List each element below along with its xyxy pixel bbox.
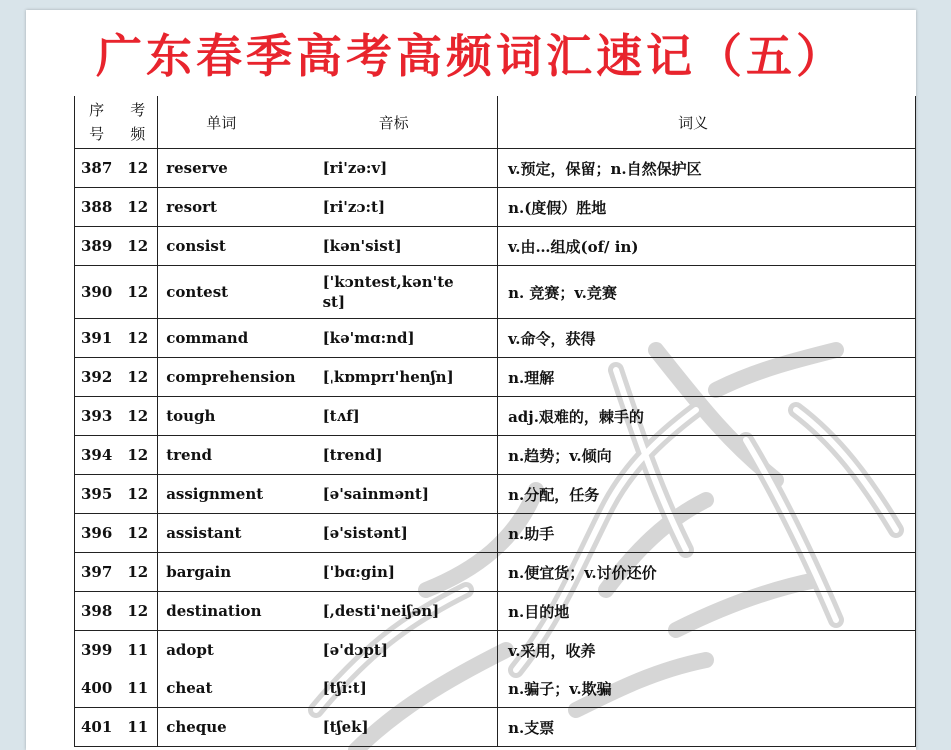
row-frequency: 11 <box>118 631 157 670</box>
row-phonetic: [ri'zə:v] <box>323 149 498 188</box>
table-row <box>75 669 916 708</box>
row-frequency: 12 <box>118 319 157 358</box>
row-word: cheat <box>158 669 323 708</box>
row-meaning: n.助手 <box>498 514 916 553</box>
row-word: comprehension <box>158 358 323 397</box>
row-meaning: v.采用，收养 <box>498 631 916 670</box>
row-word: adopt <box>158 631 323 670</box>
table-row <box>75 553 916 592</box>
vocabulary-table <box>74 96 916 747</box>
row-frequency: 12 <box>118 592 157 631</box>
row-word: destination <box>158 592 323 631</box>
table-header-row <box>75 96 916 149</box>
row-frequency: 12 <box>118 553 157 592</box>
row-meaning: n. 竞赛；v.竞赛 <box>498 266 916 319</box>
row-number: 401 <box>75 708 119 747</box>
row-phonetic: ['bɑ:gin] <box>323 553 498 592</box>
document-page <box>26 10 916 750</box>
row-frequency: 12 <box>118 436 157 475</box>
row-meaning: n.分配，任务 <box>498 475 916 514</box>
row-meaning: v.预定，保留；n.自然保护区 <box>498 149 916 188</box>
row-meaning: v.由…组成(of/ in) <box>498 227 916 266</box>
row-frequency: 12 <box>118 475 157 514</box>
row-meaning: n.目的地 <box>498 592 916 631</box>
row-word: command <box>158 319 323 358</box>
row-frequency: 11 <box>118 669 157 708</box>
row-number: 398 <box>75 592 119 631</box>
row-word: reserve <box>158 149 323 188</box>
page-title: 广东春季高考高频词汇速记（五） <box>96 29 846 83</box>
row-word: trend <box>158 436 323 475</box>
row-phonetic: [kə'mɑ:nd] <box>323 319 498 358</box>
row-phonetic: ['kɔntest,kən'test] <box>322 273 454 311</box>
row-number: 400 <box>75 669 119 708</box>
row-meaning: adj.艰难的，棘手的 <box>498 397 916 436</box>
table-row <box>75 358 916 397</box>
row-phonetic: [ri'zɔ:t] <box>323 188 498 227</box>
header-meaning: 词义 <box>498 96 916 149</box>
row-number: 388 <box>75 188 119 227</box>
row-meaning: n.支票 <box>498 708 916 747</box>
row-word: contest <box>158 266 323 319</box>
row-phonetic: [trend] <box>323 436 498 475</box>
row-frequency: 12 <box>118 514 157 553</box>
table-row <box>75 631 916 670</box>
row-word: assignment <box>158 475 323 514</box>
header-phonetic: 音标 <box>323 96 498 149</box>
row-number: 399 <box>75 631 119 670</box>
row-number: 396 <box>75 514 119 553</box>
row-phonetic: [,desti'neiʃən] <box>323 592 498 631</box>
row-word: resort <box>158 188 323 227</box>
row-meaning: n.理解 <box>498 358 916 397</box>
row-number: 389 <box>75 227 119 266</box>
row-frequency: 12 <box>118 149 157 188</box>
row-frequency: 12 <box>118 188 157 227</box>
table-row <box>75 436 916 475</box>
row-number: 395 <box>75 475 119 514</box>
table-row <box>75 319 916 358</box>
row-phonetic: [tʃek] <box>323 708 498 747</box>
row-phonetic: [tʃi:t] <box>323 669 498 708</box>
table-row <box>75 227 916 266</box>
row-phonetic: [ə'sistənt] <box>323 514 498 553</box>
row-frequency: 12 <box>118 266 157 319</box>
row-number: 393 <box>75 397 119 436</box>
table-row <box>75 266 916 319</box>
table-row <box>75 188 916 227</box>
row-number: 390 <box>75 266 119 319</box>
row-number: 392 <box>75 358 119 397</box>
row-word: consist <box>158 227 323 266</box>
row-number: 387 <box>75 149 119 188</box>
row-frequency: 11 <box>118 708 157 747</box>
header-word: 单词 <box>158 96 323 149</box>
table-row <box>75 397 916 436</box>
table-row <box>75 514 916 553</box>
table-row <box>75 475 916 514</box>
header-number: 序 号 <box>75 96 119 149</box>
row-phonetic: [ə'dɔpt] <box>323 631 498 670</box>
header-frequency: 考 频 <box>118 96 157 149</box>
row-phonetic: [kən'sist] <box>323 227 498 266</box>
row-frequency: 12 <box>118 227 157 266</box>
row-phonetic: [ə'sainmənt] <box>323 475 498 514</box>
row-word: assistant <box>158 514 323 553</box>
row-meaning: n.趋势；v.倾向 <box>498 436 916 475</box>
row-meaning: n.(度假）胜地 <box>498 188 916 227</box>
row-word: bargain <box>158 553 323 592</box>
row-frequency: 12 <box>118 358 157 397</box>
row-frequency: 12 <box>118 397 157 436</box>
row-meaning: n.便宜货；v.讨价还价 <box>498 553 916 592</box>
row-word: cheque <box>158 708 323 747</box>
table-row <box>75 149 916 188</box>
table-row <box>75 592 916 631</box>
row-word: tough <box>158 397 323 436</box>
row-phonetic: [ˌkɒmprɪ'henʃn] <box>323 358 498 397</box>
row-number: 397 <box>75 553 119 592</box>
row-number: 391 <box>75 319 119 358</box>
row-meaning: v.命令，获得 <box>498 319 916 358</box>
row-meaning: n.骗子；v.欺骗 <box>498 669 916 708</box>
table-row <box>75 708 916 747</box>
row-number: 394 <box>75 436 119 475</box>
row-phonetic: [tʌf] <box>323 397 498 436</box>
